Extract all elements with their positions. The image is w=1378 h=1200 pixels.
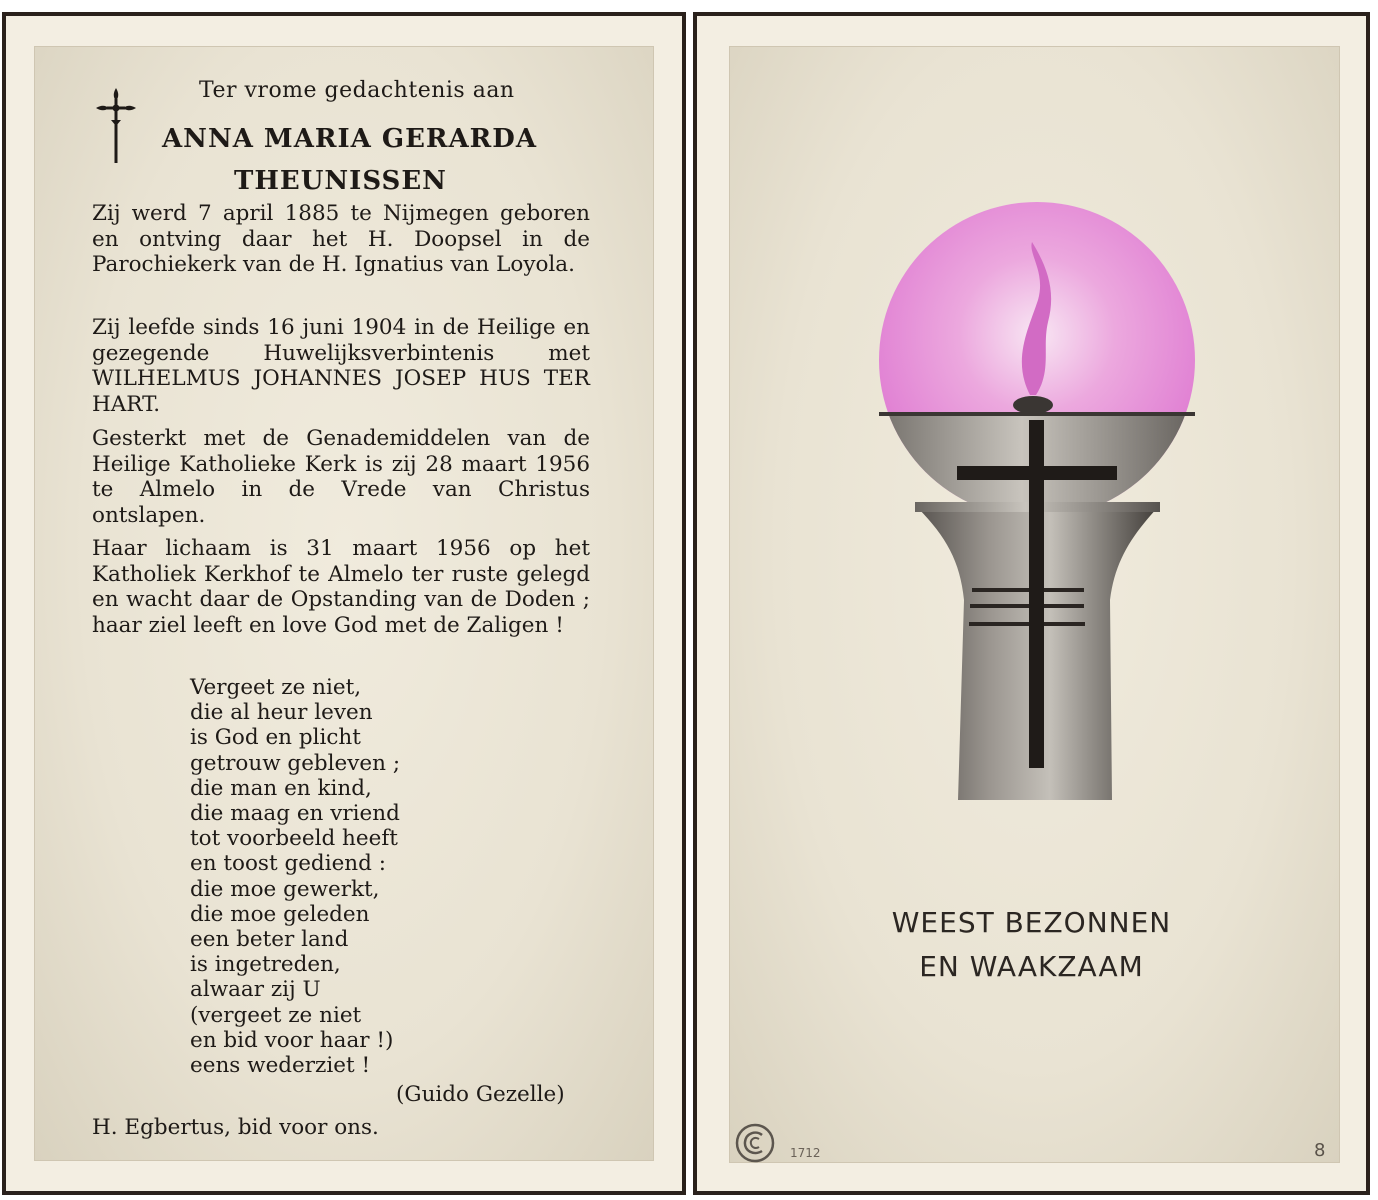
poem	[190, 675, 400, 1078]
marriage-paragraph: Zij leefde sinds 16 juni 1904 in de Heilige en gezegende Huwelijksverbintenis met WILHELMUS JOHANNES JOSEP HUS TER HART.	[92, 315, 590, 417]
poem-line: Vergeet ze niet,	[190, 675, 362, 700]
death-paragraph: Gesterkt met de Genademiddelen van de Heilige Katholieke Kerk is zij 28 maart 1956 te Almelo in de Vrede van Christus ontslapen.	[92, 426, 590, 528]
motto-line-2: EN WAAKZAAM	[919, 950, 1144, 983]
poem-line: is God en plicht	[190, 725, 361, 751]
poem-line: en toost gediend :	[190, 851, 386, 877]
motto-line-1: WEEST BEZONNEN	[891, 906, 1172, 939]
cross-icon	[92, 84, 140, 166]
poem-line: tot voorbeeld heeft	[190, 826, 398, 852]
deceased-name-line-2: THEUNISSEN	[234, 166, 447, 196]
deceased-name-line-1: ANNA MARIA GERARDA	[162, 124, 538, 154]
poem-line: alwaar zij U	[190, 977, 321, 1003]
poem-line: een beter land	[190, 927, 349, 953]
poem-line: en bid voor haar !)	[190, 1027, 394, 1053]
publisher-mark-icon	[734, 1122, 776, 1164]
poem-line: is ingetreden,	[190, 952, 341, 978]
burial-paragraph: Haar lichaam is 31 maart 1956 op het Katholiek Kerkhof te Almelo ter ruste gelegd en wacht daar de Opstanding van de Doden ; haar ziel leeft en love God met de Zaligen !	[92, 536, 590, 638]
print-number: 1712	[790, 1146, 821, 1160]
poem-line: die al heur leven	[190, 700, 373, 726]
poem-line: getrouw gebleven ;	[190, 750, 401, 776]
poem-line: die moe gewerkt,	[190, 876, 380, 902]
poem-line: (vergeet ze niet	[190, 1002, 362, 1028]
chalice-illustration	[860, 190, 1220, 810]
dedication-heading: Ter vrome gedachtenis aan	[199, 78, 515, 103]
poem-line: die moe geleden	[190, 901, 370, 927]
corner-mark: 8	[1314, 1140, 1326, 1161]
birth-paragraph: Zij werd 7 april 1885 te Nijmegen geboren en ontving daar het H. Doopsel in de Parochiekerk van de H. Ignatius van Loyola.	[92, 201, 590, 277]
poem-line: die maag en vriend	[190, 801, 400, 827]
closing-prayer: H. Egbertus, bid voor ons.	[92, 1115, 379, 1140]
poem-line: eens wederziet !	[190, 1053, 371, 1079]
poem-line: die man en kind,	[190, 775, 372, 801]
poem-author: (Guido Gezelle)	[396, 1082, 565, 1107]
